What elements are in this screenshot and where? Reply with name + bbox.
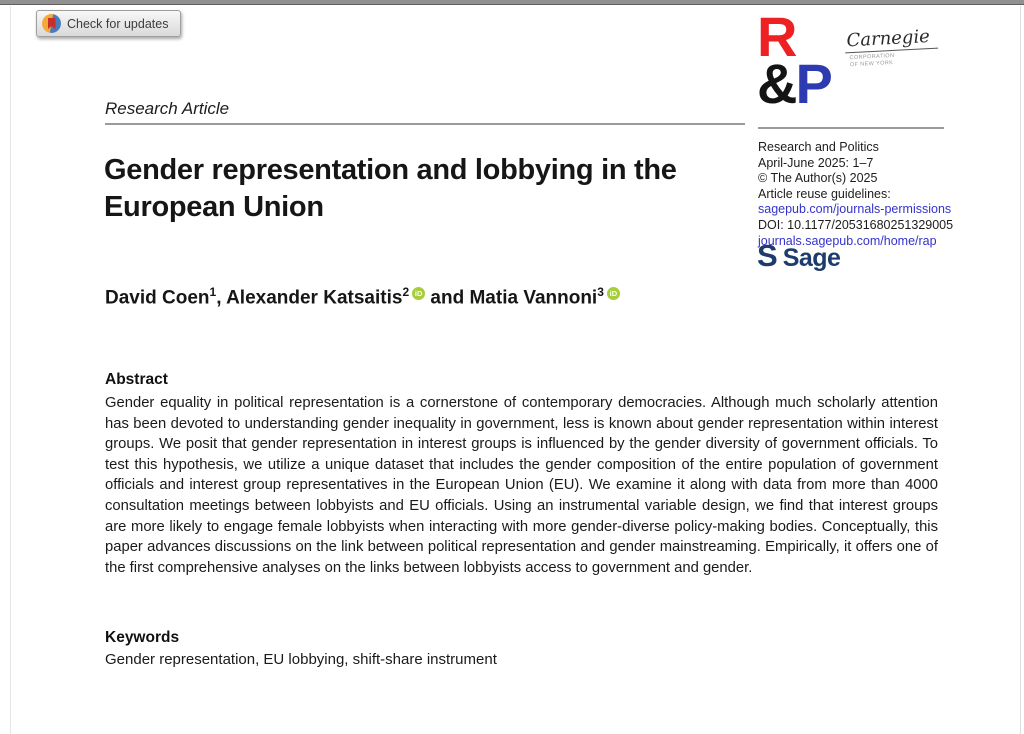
abstract-heading: Abstract [105, 371, 168, 388]
keywords-text: Gender representation, EU lobbying, shift-share instrument [105, 651, 497, 668]
author-name-3: Matia Vannoni [469, 287, 598, 309]
orcid-icon[interactable]: iD [607, 287, 620, 300]
page-right-edge [1020, 6, 1021, 734]
article-title-line2: European Union [104, 191, 324, 223]
check-for-updates-label: Check for updates [67, 16, 169, 31]
article-title-line1: Gender representation and lobbying in the [104, 154, 677, 186]
rp-logo-ampersand: & [757, 52, 796, 115]
journal-info-block [758, 140, 953, 249]
sage-logo [757, 238, 841, 273]
sage-wordmark: Sage [782, 244, 841, 272]
author-affiliation-sup-3: 3 [597, 285, 604, 299]
issue-date-pages: April-June 2025: 1–7 [758, 155, 874, 170]
doi-line: DOI: 10.1177/20531680251329005 [758, 217, 954, 232]
orcid-icon[interactable]: iD [412, 287, 425, 300]
author-separator: , [216, 287, 227, 309]
rp-logo-p: P [795, 52, 831, 115]
keywords-heading: Keywords [105, 629, 180, 646]
author-name-1: David Coen [105, 287, 210, 309]
reuse-guidelines-label: Article reuse guidelines: [758, 186, 891, 201]
author-name-2: Alexander Katsaitis [226, 287, 403, 309]
permissions-link[interactable]: sagepub.com/journals-permissions [758, 202, 952, 217]
journal-name: Research and Politics [758, 140, 879, 154]
check-for-updates-button[interactable] [36, 10, 181, 37]
page-left-edge [10, 6, 11, 734]
carnegie-corporation-logo [844, 26, 939, 69]
author-byline [105, 285, 620, 309]
copyright-line: © The Author(s) 2025 [758, 171, 878, 186]
page-top-edge [0, 0, 1024, 5]
carnegie-subtext-line2: OF NEW YORK [849, 59, 894, 68]
article-type-label: Research Article [105, 99, 230, 118]
right-column-rule [758, 127, 944, 129]
abstract-text: Gender equality in political representation is a cornerstone of contemporary democracies. Although much scholarly attention has been devoted to understanding gender inequality in government, less is known about gender representation within interest groups. We posit that gender representation in interest groups is influenced by the gender diversity of government officials. To test this hypothesis, we utilize a unique dataset that includes the gender composition of the entire population of government officials and interest group representatives in the European Union (EU). We examine it along with data from more than 4000 consultation meetings between lobbyists and EU officials. Using an instrumental variable design, we find that interest groups are more likely to engage female lobbyists when interacting with more gender-diverse policy-making bodies. Conceptually, this paper advances discussions on the link between political representation and gender mainstreaming. Empirically, it offers one of the first comprehensive analyses on the links between lobbyists access to government and gender. [105, 395, 938, 576]
sage-s-icon: S [757, 238, 778, 273]
carnegie-subtext [845, 51, 939, 69]
author-affiliation-sup-1: 1 [209, 285, 217, 299]
left-column-rule [105, 123, 745, 125]
article-title [104, 152, 794, 226]
carnegie-script-wordmark: Carnegie [844, 26, 938, 54]
rp-logo-line2 [757, 52, 831, 115]
crossmark-icon [42, 14, 61, 33]
author-and-separator: and [425, 287, 470, 309]
research-and-politics-logo [757, 5, 831, 115]
crossmark-ribbon-icon [48, 18, 56, 30]
rp-logo-r: R [757, 5, 796, 68]
carnegie-subtext-line1: CORPORATION [849, 52, 895, 62]
journal-home-link[interactable]: journals.sagepub.com/home/rap [758, 233, 937, 248]
author-affiliation-sup-2: 2 [402, 285, 410, 299]
